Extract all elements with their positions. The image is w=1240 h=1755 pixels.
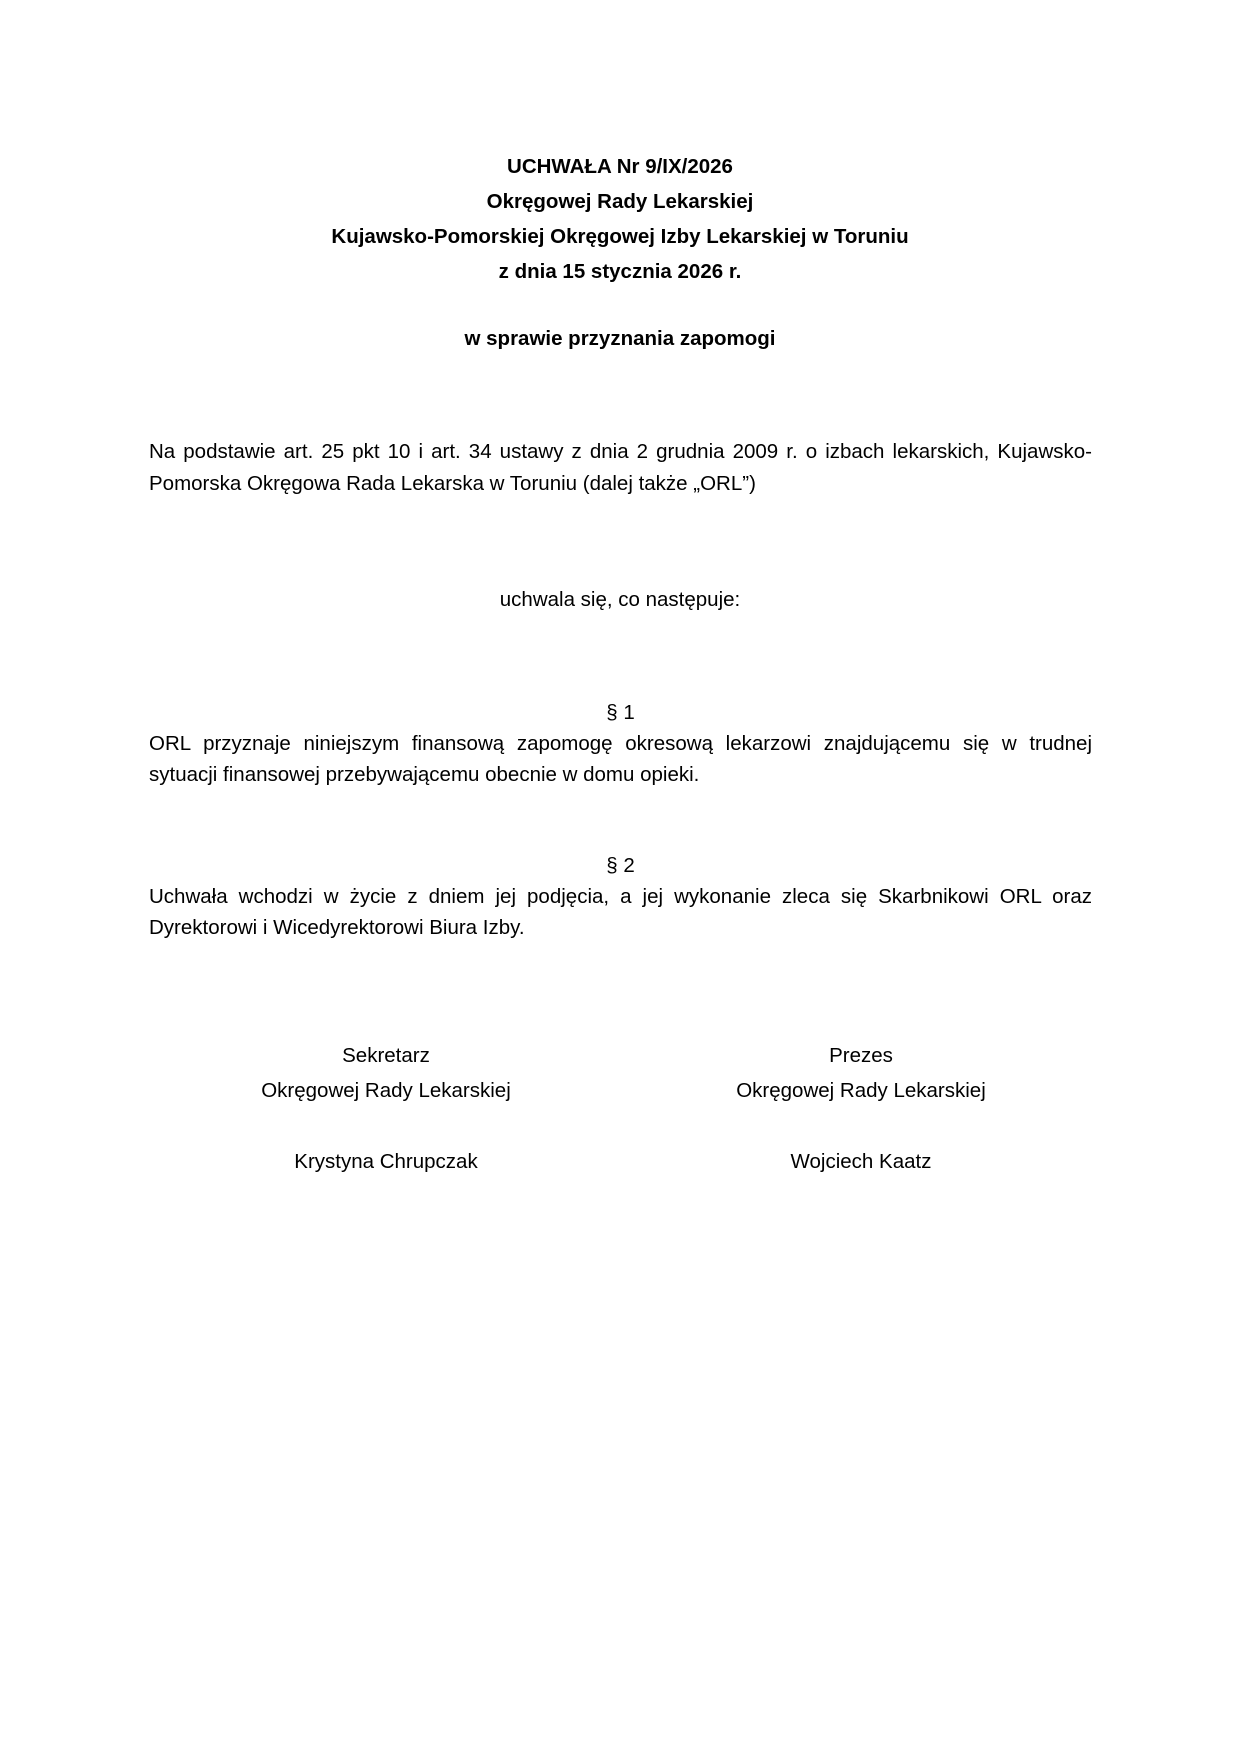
legal-basis-paragraph: Na podstawie art. 25 pkt 10 i art. 34 ustawy z dnia 2 grudnia 2009 r. o izbach lekarskich, Kujawsko-Pomorska Okręgowa Rada Lekarska w Toruniu (dalej także „ORL”)	[149, 440, 1092, 495]
issuing-body: Okręgowej Rady Lekarskiej	[486, 190, 754, 213]
signatory-role: Sekretarz	[342, 1044, 430, 1067]
section-2	[149, 850, 1092, 943]
section-text: ORL przyznaje niniejszym finansową zapomogę okresową lekarzowi znajdującemu się w trudnej sytuacji finansowej przebywającemu obecnie w domu opieki.	[149, 732, 1092, 786]
section-mark: § 2	[606, 854, 635, 877]
signatory-role: Prezes	[829, 1044, 893, 1067]
signatory-body: Okręgowej Rady Lekarskiej	[261, 1079, 511, 1102]
resolution-header	[150, 149, 1090, 289]
signatory-name: Krystyna Chrupczak	[294, 1150, 478, 1173]
signature-block-secretary	[186, 1038, 586, 1179]
resolution-date: z dnia 15 stycznia 2026 r.	[498, 260, 742, 283]
section-mark: § 1	[606, 701, 635, 724]
signature-block-president	[661, 1038, 1061, 1179]
resolution-number: UCHWAŁA Nr 9/IX/2026	[507, 155, 733, 178]
signatory-body: Okręgowej Rady Lekarskiej	[736, 1079, 986, 1102]
section-1	[149, 697, 1092, 790]
signatory-name: Wojciech Kaatz	[790, 1150, 932, 1173]
section-text: Uchwała wchodzi w życie z dniem jej podjęcia, a jej wykonanie zleca się Skarbnikowi ORL oraz Dyrektorowi i Wicedyrektorowi Biura Izby.	[149, 885, 1092, 939]
resolution-subject: w sprawie przyznania zapomogi	[464, 327, 776, 350]
chamber-name: Kujawsko-Pomorskiej Okręgowej Izby Lekarskiej w Toruniu	[331, 225, 909, 248]
resolution-formula: uchwala się, co następuje:	[499, 588, 741, 611]
